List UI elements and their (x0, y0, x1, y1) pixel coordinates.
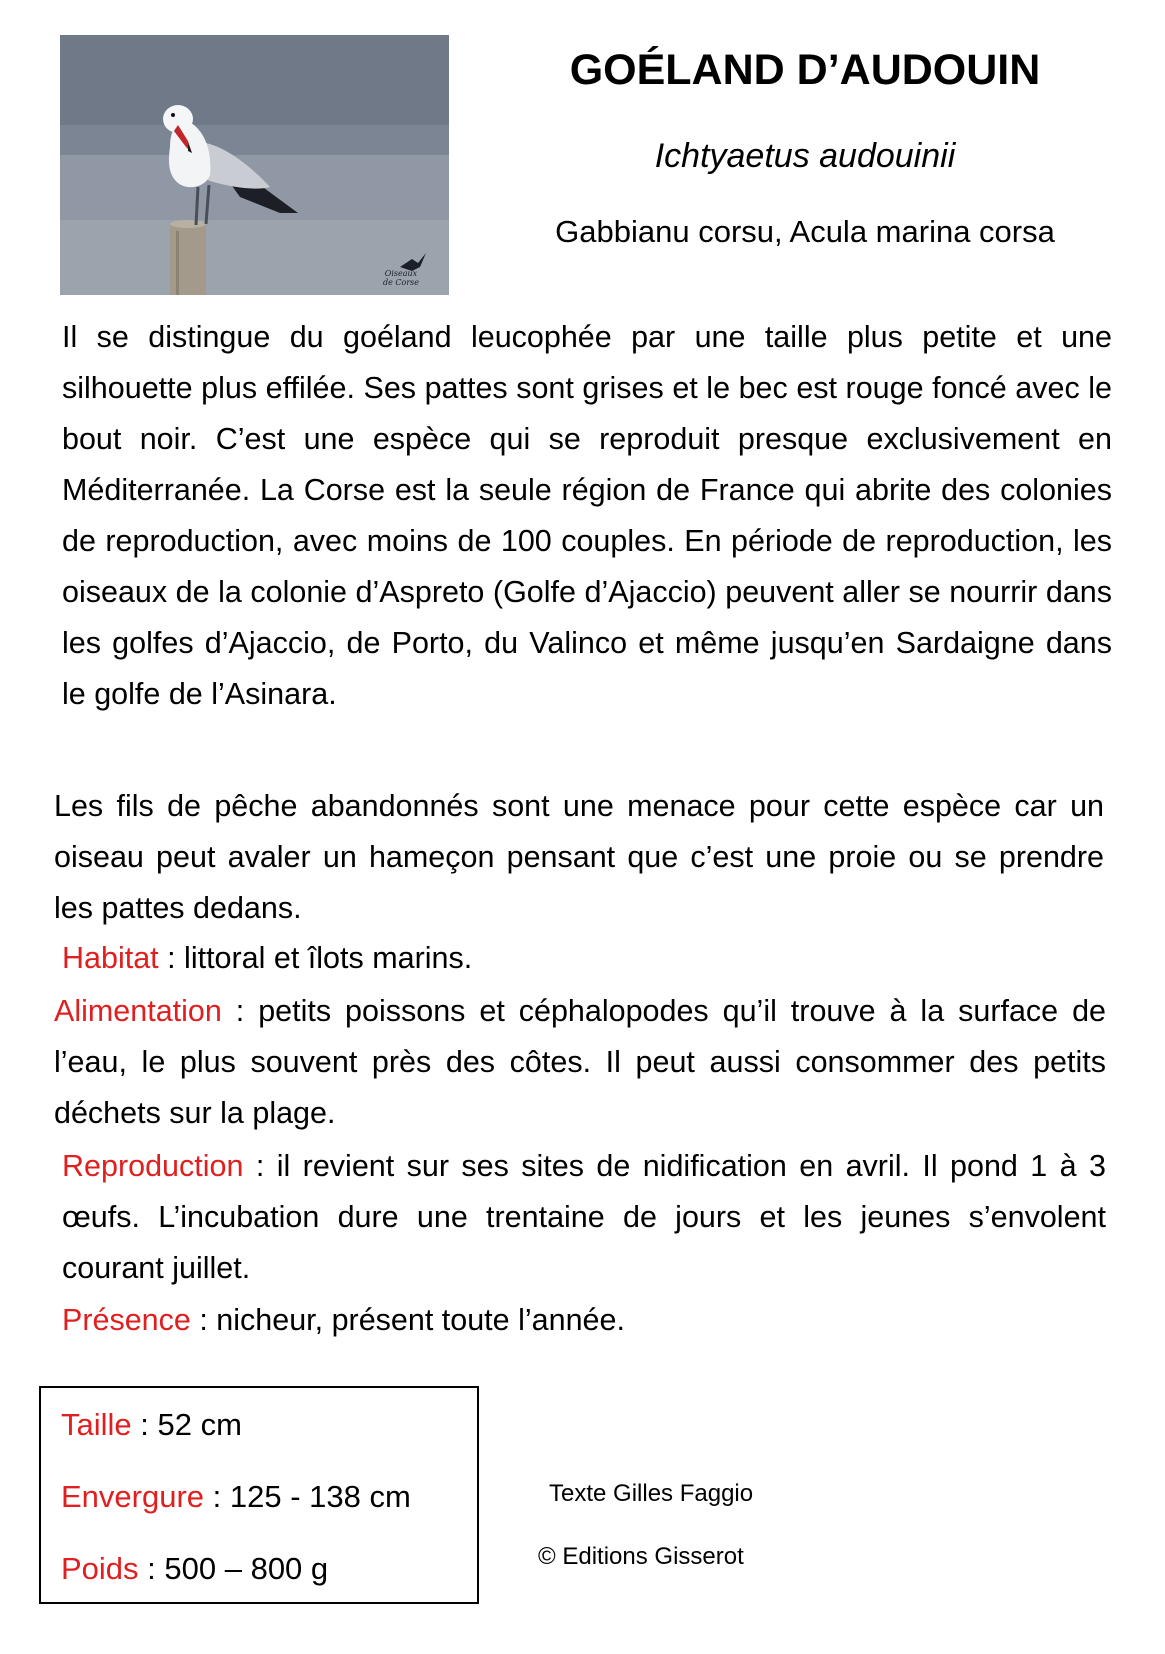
presence-text: : nicheur, présent toute l’année. (190, 1303, 625, 1337)
weight-value: : 500 – 800 g (138, 1551, 329, 1586)
wingspan-value: : 125 - 138 cm (204, 1479, 411, 1514)
presence-section (62, 1295, 1106, 1346)
wooden-post (170, 223, 206, 295)
reproduction-label: Reproduction (62, 1149, 244, 1183)
reproduction-section (62, 1141, 1106, 1294)
weight-label: Poids (61, 1551, 139, 1586)
gull-photo (60, 35, 449, 295)
weight-row (61, 1549, 328, 1589)
corsican-names: Gabbianu corsu, Acula marina corsa (555, 214, 1055, 249)
watermark-line-1: Oiseaux (384, 269, 418, 278)
size-label: Taille (61, 1407, 132, 1442)
watermark-line-2: de Corse (383, 278, 419, 287)
alimentation-label: Alimentation (54, 994, 222, 1028)
measurements-box (39, 1386, 479, 1604)
habitat-label: Habitat (62, 941, 159, 975)
alimentation-text: : petits poissons et céphalopodes qu’il trouve à la surface de l’eau, le plus souvent près des côtes. Il peut aussi consommer des petits déchets sur la plage. (54, 994, 1106, 1130)
publisher-credit: © Editions Gisserot (538, 1543, 744, 1570)
habitat-section (62, 933, 1106, 984)
alimentation-section (54, 986, 1106, 1139)
presence-label: Présence (62, 1303, 191, 1337)
scientific-name: Ichtyaetus audouinii (654, 137, 956, 175)
wingspan-label: Envergure (61, 1479, 205, 1514)
author-credit: Texte Gilles Faggio (549, 1480, 754, 1507)
threat-paragraph: Les fils de pêche abandonnés sont une menace pour cette espèce car un oiseau peut avaler un hameçon pensant que c’est une proie ou se prendre les pattes dedans. (54, 789, 1104, 925)
reproduction-text: : il revient sur ses sites de nidification en avril. Il pond 1 à 3 œufs. L’incubation dure une trentaine de jours et les jeunes s’envolent courant juillet. (62, 1149, 1106, 1285)
gull-illustration (60, 35, 449, 295)
size-value: : 52 cm (131, 1407, 242, 1442)
photo-watermark (383, 269, 419, 287)
species-title: GOÉLAND D’AUDOUIN (569, 46, 1041, 94)
size-row (61, 1405, 242, 1445)
description-paragraph: Il se distingue du goéland leucophée par une taille plus petite et une silhouette plus effilée. Ses pattes sont grises et le bec est rouge foncé avec le bout noir. C’est une espèce qui se reproduit presque exclusivement en Méditerranée. La Corse est la seule région de France qui abrite des colonies de reproduction, avec moins de 100 couples. En période de reproduction, les oiseaux de la colonie d’Aspreto (Golfe d’Ajaccio) peuvent aller se nourrir dans les golfes d’Ajaccio, de Porto, du Valinco et même jusqu’en Sardaigne dans le golfe de l’Asinara. (62, 320, 1112, 711)
wingspan-row (61, 1477, 411, 1517)
habitat-text: : littoral et îlots marins. (158, 941, 473, 975)
